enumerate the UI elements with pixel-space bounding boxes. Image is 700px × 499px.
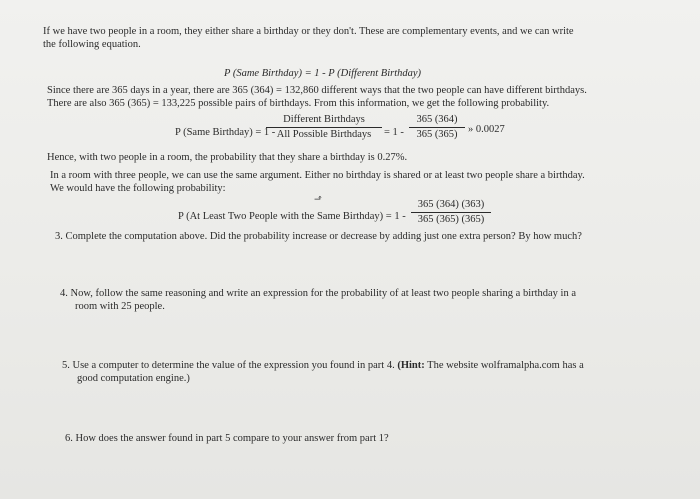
question-4-line-2: room with 25 people. bbox=[75, 301, 165, 312]
para2-line-1: Since there are 365 days in a year, there are 365 (364) = 132,860 different ways that the two people can have different birthdays. bbox=[47, 85, 587, 96]
question-4 bbox=[60, 287, 576, 300]
eq3-lhs: P (At Least Two People with the Same Birthday) = 1 - bbox=[178, 211, 406, 222]
fraction-birthdays bbox=[266, 114, 382, 141]
question-number: 4. bbox=[60, 288, 68, 299]
fraction-denominator: 365 (365) bbox=[416, 129, 458, 140]
hint-label: (Hint: bbox=[397, 360, 425, 371]
question-number: 5. bbox=[62, 360, 70, 371]
eq2-mid: = 1 - bbox=[384, 127, 404, 138]
hence-sentence: Hence, with two people in a room, the probability that they share a birthday is 0.27%. bbox=[47, 152, 408, 163]
question-text: Complete the computation above. Did the probability increase or decrease by adding just one extra person? By how much? bbox=[65, 231, 582, 242]
fraction-numerator: 365 (364) (363) bbox=[411, 199, 491, 213]
question-number: 6. bbox=[65, 433, 73, 444]
eq2-lhs: P (Same Birthday) = 1 - bbox=[175, 127, 276, 138]
fraction-denominator: 365 (365) (365) bbox=[417, 214, 485, 225]
fraction-365 bbox=[409, 114, 465, 141]
question-text: Now, follow the same reasoning and write an expression for the probability of at least two people sharing a birthday in a bbox=[70, 288, 577, 299]
fraction-numerator: Different Birthdays bbox=[266, 114, 382, 128]
question-6 bbox=[65, 432, 389, 445]
intro-line-1: If we have two people in a room, they either share a birthday or they don't. These are complementary events, and we can write bbox=[43, 26, 574, 37]
question-text: How does the answer found in part 5 compare to your answer from part 1? bbox=[75, 433, 389, 444]
question-text-cont: The website wolframalpha.com has a bbox=[424, 360, 584, 371]
equation-complement: P (Same Birthday) = 1 - P (Different Birthday) bbox=[224, 68, 422, 79]
question-3 bbox=[55, 230, 582, 243]
question-number: 3. bbox=[55, 231, 63, 242]
intro-line-2: the following equation. bbox=[43, 39, 141, 50]
approx-value: » 0.0027 bbox=[468, 124, 505, 135]
para3-line-2: We would have the following probability: bbox=[50, 183, 226, 194]
question-5-line-2: good computation engine.) bbox=[77, 373, 190, 384]
fraction-denominator: All Possible Birthdays bbox=[276, 129, 372, 140]
fraction-numerator: 365 (364) bbox=[409, 114, 465, 128]
fraction-three-people bbox=[411, 199, 491, 226]
question-text: Use a computer to determine the value of the expression you found in part 4. bbox=[72, 360, 398, 371]
para3-line-1: In a room with three people, we can use the same argument. Either no birthday is shared or at least two people share a birthday. bbox=[50, 170, 585, 181]
question-5 bbox=[62, 359, 584, 372]
cursor-arrow-icon: ⬏ bbox=[314, 193, 323, 204]
para2-line-2: There are also 365 (365) = 133,225 possible pairs of birthdays. From this information, we get the following probability. bbox=[47, 98, 550, 109]
